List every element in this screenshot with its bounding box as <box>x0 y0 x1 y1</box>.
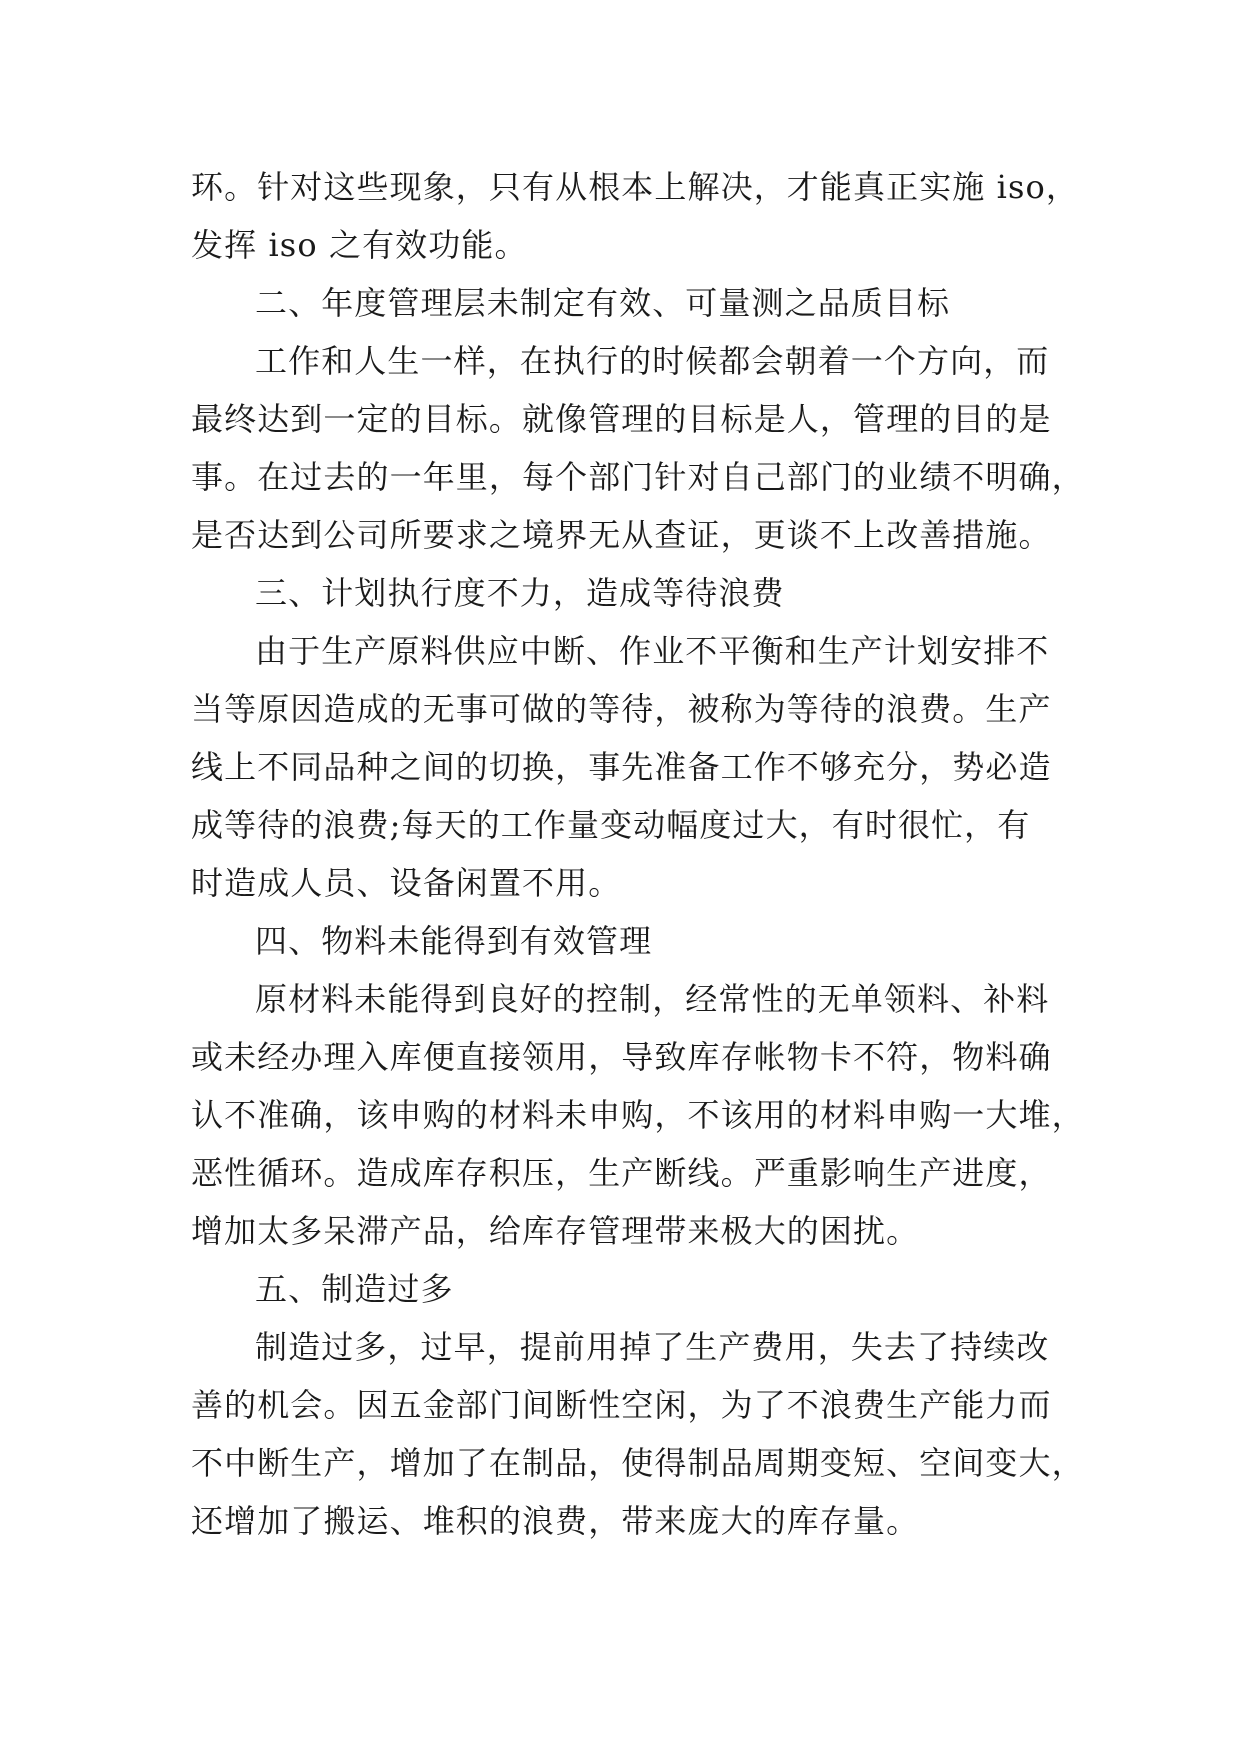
text-line: 不中断生产，增加了在制品，使得制品周期变短、空间变大， <box>191 1444 1085 1482</box>
text-line: 由于生产原料供应中断、作业不平衡和生产计划安排不 <box>255 632 1050 670</box>
text-line: 原材料未能得到良好的控制，经常性的无单领料、补料 <box>255 980 1050 1018</box>
text-line: 增加太多呆滞产品，给库存管理带来极大的困扰。 <box>191 1212 920 1250</box>
text-line: 还增加了搬运、堆积的浪费，带来庞大的库存量。 <box>191 1502 920 1540</box>
text-line: 善的机会。因五金部门间断性空闲，为了不浪费生产能力而 <box>191 1386 1052 1424</box>
text-line: 恶性循环。造成库存积压，生产断线。严重影响生产进度， <box>191 1154 1052 1192</box>
text-line: 工作和人生一样，在执行的时候都会朝着一个方向，而 <box>255 342 1050 380</box>
section-heading: 五、制造过多 <box>255 1270 454 1308</box>
text-line: 或未经办理入库便直接领用，导致库存帐物卡不符，物料确 <box>191 1038 1052 1076</box>
text-line: 时造成人员、设备闲置不用。 <box>191 864 622 902</box>
text-line: 最终达到一定的目标。就像管理的目标是人，管理的目的是 <box>191 400 1052 438</box>
text-line: 发挥 iso 之有效功能。 <box>191 226 528 264</box>
section-heading: 三、计划执行度不力，造成等待浪费 <box>255 574 785 612</box>
text-line: 事。在过去的一年里，每个部门针对自己部门的业绩不明确， <box>191 458 1085 496</box>
text-line: 当等原因造成的无事可做的等待，被称为等待的浪费。生产 <box>191 690 1052 728</box>
section-heading: 四、物料未能得到有效管理 <box>255 922 653 960</box>
section-heading: 二、年度管理层未制定有效、可量测之品质目标 <box>255 284 951 322</box>
text-line: 线上不同品种之间的切换，事先准备工作不够充分，势必造 <box>191 748 1052 786</box>
text-line: 环。针对这些现象，只有从根本上解决，才能真正实施 iso， <box>191 168 1079 206</box>
text-line: 认不准确，该申购的材料未申购，不该用的材料申购一大堆， <box>191 1096 1085 1134</box>
text-line: 是否达到公司所要求之境界无从查证，更谈不上改善措施。 <box>191 516 1052 554</box>
text-line: 制造过多，过早，提前用掉了生产费用，失去了持续改 <box>255 1328 1050 1366</box>
text-line: 成等待的浪费;每天的工作量变动幅度过大，有时很忙，有 <box>191 806 1031 844</box>
